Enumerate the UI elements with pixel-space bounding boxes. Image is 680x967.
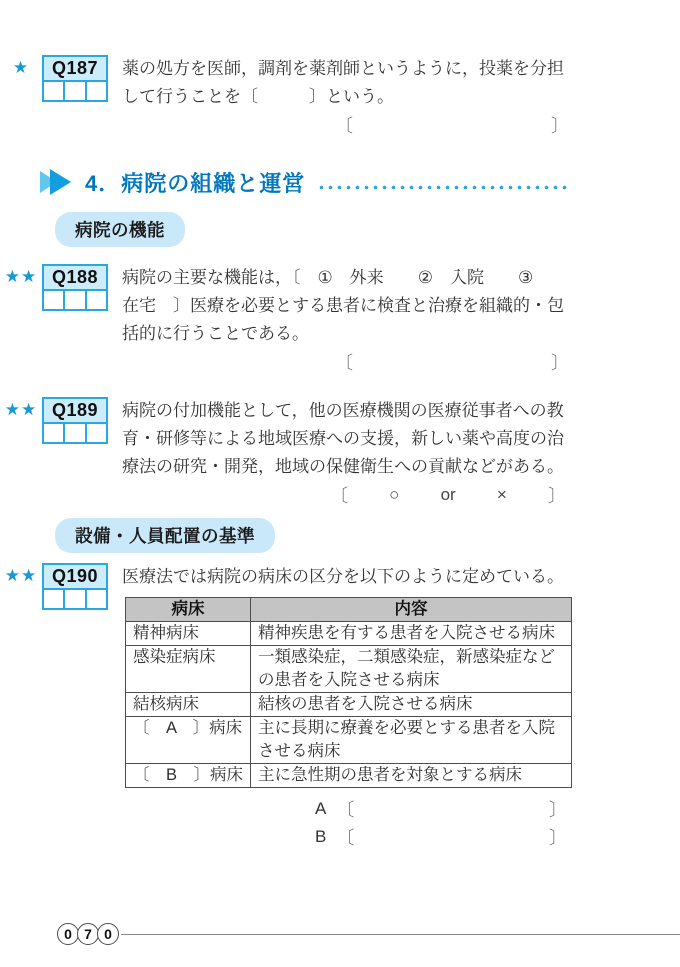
attempt-checkbox[interactable]: [44, 590, 63, 608]
attempt-checkbox[interactable]: [63, 291, 84, 309]
question-gutter: [0, 563, 122, 610]
question-number-box: [42, 264, 108, 311]
attempt-checkboxes: [44, 588, 106, 608]
question-id: Q188: [44, 266, 106, 289]
table-row: [126, 764, 572, 788]
question-text-line: 薬の処方を医師，調剤を薬剤師というように，投薬を分担: [122, 59, 564, 78]
question-gutter: [0, 397, 122, 444]
difficulty-stars: ★: [12, 58, 30, 77]
bracket-close: 〕: [549, 828, 567, 848]
question-body: [122, 563, 680, 851]
table-header-bed: 病床: [126, 598, 251, 622]
page-number-digit: 0: [57, 923, 79, 945]
question-text-line: 在宅 〕医療を必要とする患者に検査と治療を組織的・包: [122, 296, 564, 315]
attempt-checkbox[interactable]: [85, 82, 106, 100]
dotted-leader: [317, 185, 570, 190]
question-number-box: [42, 397, 108, 444]
subsection-label-standards: 設備・人員配置の基準: [55, 518, 275, 553]
page-number-digit: 0: [97, 923, 119, 945]
difficulty-stars: ★★: [4, 566, 38, 585]
difficulty-stars: ★★: [4, 400, 38, 419]
circle-option[interactable]: ○: [389, 485, 400, 504]
bracket-open: 〔: [330, 486, 348, 506]
answer-blank-A[interactable]: [315, 795, 567, 823]
bracket-open: 〔: [335, 116, 353, 136]
bracket-open: 〔: [336, 828, 355, 848]
bed-desc-cell: 精神疾患を有する患者を入院させる病床: [251, 622, 572, 646]
question-text-line: 療法の研究・開発，地域の保健衛生への貢献などがある。: [122, 457, 564, 476]
footer-rule: [121, 934, 680, 935]
question-text-line: 病院の付加機能として，他の医療機関の医療従事者への教: [122, 401, 564, 420]
attempt-checkboxes: [44, 80, 106, 100]
or-label: or: [440, 485, 456, 504]
difficulty-stars: ★★: [4, 267, 38, 286]
bed-type-cell-blank-A: 〔 A 〕病床: [126, 717, 251, 764]
attempt-checkbox[interactable]: [85, 424, 106, 442]
bed-type-cell: 結核病床: [126, 693, 251, 717]
question-q188: [0, 264, 680, 376]
bed-type-cell-blank-B: 〔 B 〕病床: [126, 764, 251, 788]
bed-desc-cell: 主に急性期の患者を対象とする病床: [251, 764, 572, 788]
question-body: [122, 55, 680, 139]
table-header-content: 内容: [251, 598, 572, 622]
question-gutter: [0, 55, 122, 102]
arrow-triangle-icon: [50, 169, 71, 195]
bracket-close: 〕: [551, 353, 569, 373]
cross-option[interactable]: ×: [496, 485, 507, 504]
answer-blank-B[interactable]: [315, 823, 567, 851]
table-row: [126, 693, 572, 717]
question-number-box: [42, 55, 108, 102]
subsection-label-functions: 病院の機能: [55, 212, 185, 247]
question-gutter: [0, 264, 122, 311]
question-number-box: [42, 563, 108, 610]
question-id: Q189: [44, 399, 106, 422]
bed-type-cell: 精神病床: [126, 622, 251, 646]
bracket-close: 〕: [551, 116, 569, 136]
section-header: [40, 165, 680, 199]
bed-type-cell: 感染症病床: [126, 646, 251, 693]
answer-blank[interactable]: [335, 348, 569, 376]
bracket-close: 〕: [547, 486, 566, 506]
bed-desc-cell: 結核の患者を入院させる病床: [251, 693, 572, 717]
section-title: 4．病院の組織と運営: [85, 170, 306, 196]
bed-desc-cell: 主に長期に療養を必要とする患者を入院させる病床: [251, 717, 572, 764]
page-number-digit: 7: [77, 923, 99, 945]
question-id: Q187: [44, 57, 106, 80]
table-row: [126, 622, 572, 646]
question-text-line: 育・研修等による地域医療への支援，新しい薬や高度の治: [122, 429, 564, 448]
bracket-close: 〕: [549, 800, 567, 820]
bracket-open: 〔: [336, 800, 355, 820]
question-q190: [0, 563, 680, 851]
bed-category-table: [125, 597, 572, 788]
attempt-checkboxes: [44, 289, 106, 309]
answer-blank[interactable]: [335, 111, 569, 139]
table-row: [126, 646, 572, 693]
question-q187: [0, 55, 680, 139]
answer-true-false[interactable]: [330, 481, 566, 509]
question-id: Q190: [44, 565, 106, 588]
question-text-line: 病院の主要な機能は，〔 ① 外来 ② 入院 ③: [122, 268, 534, 287]
question-body: [122, 397, 680, 509]
attempt-checkbox[interactable]: [63, 424, 84, 442]
bed-desc-cell: 一類感染症，二類感染症，新感染症などの患者を入院させる病床: [251, 646, 572, 693]
attempt-checkbox[interactable]: [85, 590, 106, 608]
attempt-checkbox[interactable]: [85, 291, 106, 309]
attempt-checkbox[interactable]: [63, 590, 84, 608]
question-text-line: 括的に行うことである。: [122, 324, 309, 343]
answer-label-B: B: [315, 827, 327, 846]
attempt-checkboxes: [44, 422, 106, 442]
answer-label-A: A: [315, 799, 327, 818]
attempt-checkbox[interactable]: [63, 82, 84, 100]
attempt-checkbox[interactable]: [44, 291, 63, 309]
table-row: [126, 717, 572, 764]
bracket-open: 〔: [335, 353, 353, 373]
question-body: [122, 264, 680, 376]
question-text-line: して行うことを〔 〕という。: [122, 87, 394, 106]
question-q189: [0, 397, 680, 509]
question-text-line: 医療法では病院の病床の区分を以下のように定めている。: [122, 567, 564, 586]
page-footer: [0, 923, 680, 945]
attempt-checkbox[interactable]: [44, 82, 63, 100]
table-header-row: [126, 598, 572, 622]
attempt-checkbox[interactable]: [44, 424, 63, 442]
